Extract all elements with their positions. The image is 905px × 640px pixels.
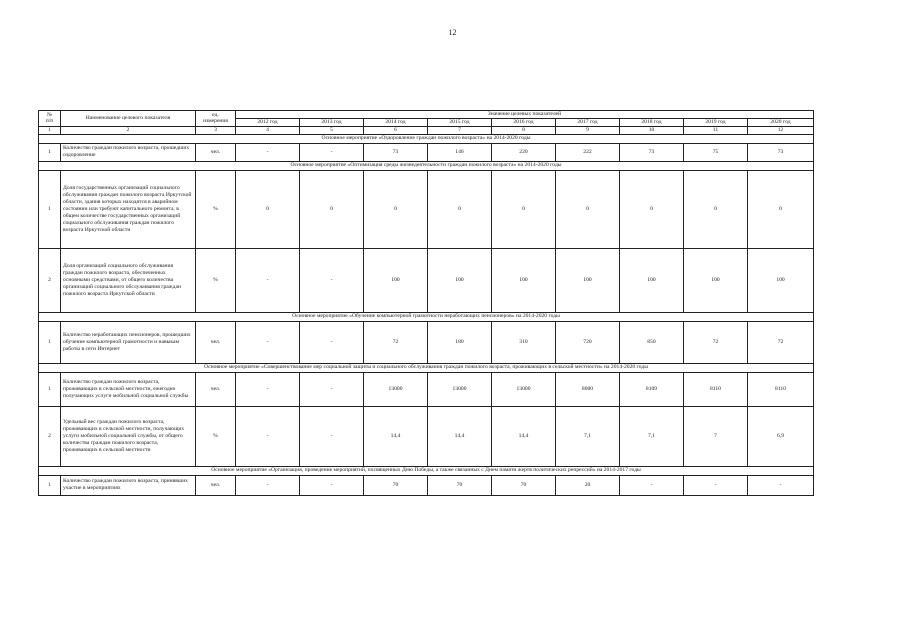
value-cell: - [236, 143, 300, 161]
header-year-5: 2017 год [556, 118, 620, 126]
value-cell: 0 [620, 170, 684, 248]
header-row-top [39, 111, 814, 119]
column-number: 6 [364, 126, 428, 134]
table-row [39, 406, 814, 466]
unit-cell: % [196, 170, 236, 248]
section-heading-row [39, 363, 814, 372]
value-cell: 7,1 [556, 406, 620, 466]
row-number: 1 [39, 321, 61, 363]
value-cell: - [236, 372, 300, 406]
header-unit: ед. измерения [196, 111, 236, 127]
unit-cell: % [196, 406, 236, 466]
table-row [39, 475, 814, 495]
column-number: 8 [492, 126, 556, 134]
column-number: 12 [748, 126, 814, 134]
table-row [39, 372, 814, 406]
value-cell: 0 [556, 170, 620, 248]
indicator-name: Количество граждан пожилого возраста, прошедших оздоровление [61, 143, 196, 161]
column-number: 9 [556, 126, 620, 134]
value-cell: 20 [556, 475, 620, 495]
value-cell: 7,1 [620, 406, 684, 466]
column-numbers-row [39, 126, 814, 134]
indicator-name: Доля государственных организаций социального обслуживания граждан пожилого возраста Иркутской области, здания которых находятся в аварийном состоянии или требуют капитального ремонта, в общем количестве государственных организаций социального обслуживания граждан пожилого возраста Иркутской области [61, 170, 196, 248]
section-heading-row [39, 134, 814, 143]
unit-cell: % [196, 248, 236, 312]
unit-cell: чел. [196, 372, 236, 406]
indicator-name: Количество граждан пожилого возраста, принявших участие в мероприятиях [61, 475, 196, 495]
value-cell: 100 [748, 248, 814, 312]
value-cell: 100 [492, 248, 556, 312]
value-cell: 0 [428, 170, 492, 248]
value-cell: 220 [492, 143, 556, 161]
header-year-6: 2018 год [620, 118, 684, 126]
header-indicator-name: Наименование целевого показателя [61, 111, 196, 127]
value-cell: 146 [428, 143, 492, 161]
value-cell: 73 [748, 143, 814, 161]
value-cell: 222 [556, 143, 620, 161]
row-number: 2 [39, 406, 61, 466]
value-cell: 70 [492, 475, 556, 495]
value-cell: 13000 [364, 372, 428, 406]
indicator-name: Доля организаций социального обслуживания граждан пожилого возраста, обеспеченных основными средствами, от общего количества организаций социального обслуживания граждан пожилого возраста Иркутской области [61, 248, 196, 312]
column-number: 5 [300, 126, 364, 134]
value-cell: - [300, 248, 364, 312]
table-row [39, 143, 814, 161]
indicator-name: Количество неработающих пенсионеров, прошедших обучение компьютерной грамотности и навыкам работы в сети Интернет [61, 321, 196, 363]
value-cell: 73 [364, 143, 428, 161]
value-cell: 13000 [492, 372, 556, 406]
column-number: 11 [684, 126, 748, 134]
value-cell: 720 [556, 321, 620, 363]
header-year-0: 2012 год [236, 118, 300, 126]
value-cell: 14,4 [364, 406, 428, 466]
header-year-2: 2014 год [364, 118, 428, 126]
value-cell: - [620, 475, 684, 495]
header-year-1: 2013 год [300, 118, 364, 126]
value-cell: 13000 [428, 372, 492, 406]
unit-cell: чел. [196, 143, 236, 161]
table-row [39, 170, 814, 248]
target-indicators-table [38, 110, 814, 496]
value-cell: - [236, 406, 300, 466]
value-cell: 70 [364, 475, 428, 495]
header-values-group: Значение целевых показателей [236, 111, 814, 119]
value-cell: 100 [364, 248, 428, 312]
value-cell: 7 [684, 406, 748, 466]
section-title: Основное мероприятие «Оптимизация среды жизнедеятельности граждан пожилого возраста» на 2014-2020 годы [39, 161, 814, 170]
value-cell: 0 [748, 170, 814, 248]
row-number: 2 [39, 248, 61, 312]
value-cell: 72 [748, 321, 814, 363]
section-title: Основное мероприятие «Оздоровление граждан пожилого возраста» на 2014-2020 годы [39, 134, 814, 143]
table-row [39, 248, 814, 312]
section-title: Основное мероприятие «Организация, проведение мероприятий, посвященных Дню Победы, а также связанных с Днем памяти жертв политических репрессий» на 2014-2017 годы [39, 466, 814, 475]
section-title: Основное мероприятие «Совершенствование мер социальной защиты и социального обслуживания граждан пожилого возраста, проживающих в сельской местности» на 2014-2020 годы [39, 363, 814, 372]
column-number: 10 [620, 126, 684, 134]
header-year-3: 2015 год [428, 118, 492, 126]
value-cell: 0 [300, 170, 364, 248]
value-cell: 75 [684, 143, 748, 161]
value-cell: 14,4 [492, 406, 556, 466]
value-cell: 14,4 [428, 406, 492, 466]
row-number: 1 [39, 475, 61, 495]
row-number: 1 [39, 170, 61, 248]
value-cell: 100 [684, 248, 748, 312]
value-cell: 73 [620, 143, 684, 161]
header-year-4: 2016 год [492, 118, 556, 126]
value-cell: 8110 [684, 372, 748, 406]
value-cell: - [300, 406, 364, 466]
value-cell: - [748, 475, 814, 495]
row-number: 1 [39, 372, 61, 406]
value-cell: 8110 [748, 372, 814, 406]
value-cell: 8000 [556, 372, 620, 406]
value-cell: 0 [364, 170, 428, 248]
value-cell: - [300, 321, 364, 363]
row-number: 1 [39, 143, 61, 161]
value-cell: - [236, 321, 300, 363]
value-cell: 100 [620, 248, 684, 312]
value-cell: - [236, 248, 300, 312]
value-cell: 310 [492, 321, 556, 363]
value-cell: 72 [364, 321, 428, 363]
value-cell: 8109 [620, 372, 684, 406]
value-cell: 72 [684, 321, 748, 363]
indicator-name: Количество граждан пожилого возраста, проживающих в сельской местности, ежегодно получающих услуги мобильной социальной службы [61, 372, 196, 406]
column-number: 1 [39, 126, 61, 134]
value-cell: 0 [492, 170, 556, 248]
value-cell: 180 [428, 321, 492, 363]
column-number: 7 [428, 126, 492, 134]
value-cell: - [684, 475, 748, 495]
column-number: 2 [61, 126, 196, 134]
header-no: № п/п [39, 111, 61, 127]
value-cell: 6,9 [748, 406, 814, 466]
value-cell: - [236, 475, 300, 495]
section-heading-row [39, 161, 814, 170]
value-cell: - [300, 372, 364, 406]
value-cell: 70 [428, 475, 492, 495]
value-cell: - [300, 143, 364, 161]
section-heading-row [39, 466, 814, 475]
unit-cell: чел. [196, 475, 236, 495]
column-number: 3 [196, 126, 236, 134]
table-row [39, 321, 814, 363]
page-number: 12 [448, 28, 457, 37]
indicator-name: Удельный вес граждан пожилого возраста, проживающих в сельской местности, получающих услуги мобильной социальной службы, от общего количества граждан пожилого возраста, проживающих в сельской местности [61, 406, 196, 466]
value-cell: 0 [684, 170, 748, 248]
section-heading-row [39, 312, 814, 321]
value-cell: 100 [556, 248, 620, 312]
header-year-8: 2020 год [748, 118, 814, 126]
value-cell: 100 [428, 248, 492, 312]
column-number: 4 [236, 126, 300, 134]
value-cell: - [300, 475, 364, 495]
section-title: Основное мероприятие «Обучение компьютерной грамотности неработающих пенсионеров» на 2014-2020 годы [39, 312, 814, 321]
header-year-7: 2019 год [684, 118, 748, 126]
value-cell: 850 [620, 321, 684, 363]
value-cell: 0 [236, 170, 300, 248]
unit-cell: чел. [196, 321, 236, 363]
